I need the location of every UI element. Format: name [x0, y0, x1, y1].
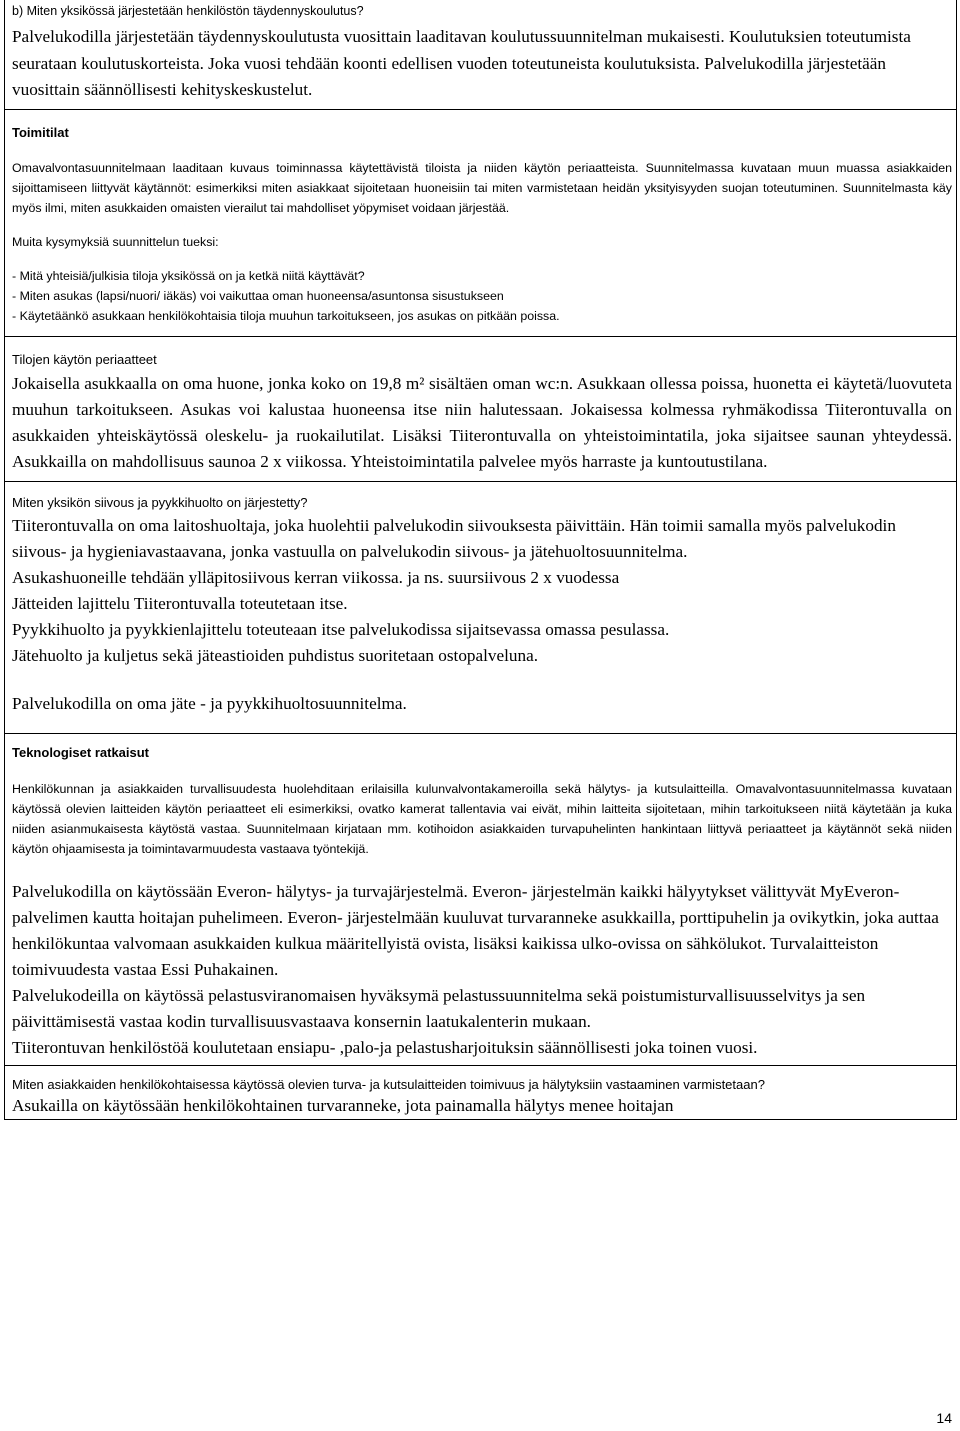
siivous-paragraph-5: Jätehuolto ja kuljetus sekä jäteastioiden puhdistus suoritetaan ostopalveluna.: [12, 645, 539, 665]
toimitilat-question-3: - Käytetäänkö asukkaan henkilökohtaisia tiloja muuhun tarkoitukseen, jos asukas on pitkään poissa.: [12, 308, 560, 323]
turvalaitteet-row: [5, 1066, 956, 1120]
tilojen-kaytto-answer: Jokaisella asukkaalla on oma huone, jonka koko on 19,8 m² sisältäen oman wc:n. Asukkaan ollessa poissa, huonetta ei käytetä/luovuteta muuhun tarkoitukseen. Asukas voi kalustaa huoneensa itse niin halutessaan. Jokaisessa kolmessa ryhmäkodissa Tiiterontuvalla on asukkaiden yhteiskäytössä oleskelu- ja ruokailutilat. Lisäksi Tiiterontuvalla on yhteistoimintatila, joka sijaitsee saunan yhteydessä. Asukkailla on mahdollisuus saunoa 2 x viikossa. Yhteistoimintatila palvelee myös harraste ja kuntoutustilana.: [12, 373, 952, 471]
section-b-row: [5, 0, 956, 110]
toimitilat-question-2: - Miten asukas (lapsi/nuori/ iäkäs) voi vaikuttaa oman huoneensa/asuntonsa sisustukseen: [12, 288, 504, 303]
teknologiset-row: [5, 734, 956, 1066]
siivous-paragraph-2: Asukashuoneille tehdään ylläpitosiivous kerran viikossa. ja ns. suursiivous 2 x vuodessa: [12, 567, 620, 587]
tilojen-kaytto-row: [5, 337, 956, 482]
page-number: 14: [936, 1410, 952, 1426]
teknologiset-paragraph-3: Tiiterontuvan henkilöstöä koulutetaan ensiapu- ,palo-ja pelastusharjoituksin säännöllisesti joka toinen vuosi.: [12, 1037, 758, 1057]
section-b-answer: Palvelukodilla järjestetään täydennyskoulutusta vuosittain laaditavan koulutussuunnitelman mukaisesti. Koulutuksien toteutumista seurataan koulutuskorteista. Joka vuosi tehdään koonti edellisen vuoden toteutuneista koulutuksista. Palvelukodilla järjestetään vuosittain säännöllisesti kehityskeskustelut.: [12, 27, 911, 99]
siivous-closing: Palvelukodilla on oma jäte - ja pyykkihuoltosuunnitelma.: [12, 693, 407, 713]
document-table: [4, 0, 957, 1120]
toimitilat-row: [5, 110, 956, 337]
teknologiset-heading: Teknologiset ratkaisut: [12, 744, 150, 760]
section-b-question: b) Miten yksikössä järjestetään henkilöstön täydennyskoulutus?: [12, 4, 364, 18]
toimitilat-question-1: - Mitä yhteisiä/julkisia tiloja yksikössä on ja ketkä niitä käyttävät?: [12, 268, 365, 283]
siivous-row: [5, 482, 956, 734]
teknologiset-intro: Henkilökunnan ja asiakkaiden turvallisuudesta huolehditaan erilaisilla kulunvalvontakameroilla sekä hälytys- ja kutsulaitteilla. Omavalvontasuunnitelmassa kuvataan käytössä olevien laitteiden käytön periaatteet eli esimerkiksi, ovatko kamerat tallentavia vai eivät, mihin laitteita sijoitetaan, mihin tarkoitukseen niitä käytetään ja kuka niiden asianmukaisesta käytöstä vastaa. Suunnitelmaan kirjataan mm. kotihoidon asiakkaiden turvapuhelinten hankintaan liittyvä periaatteet ja käytännöt sekä niiden käytön ohjaamisesta ja toimintavarmuudesta vastaava työntekijä.: [12, 781, 952, 856]
tilojen-kaytto-label: Tilojen käytön periaatteet: [12, 351, 157, 367]
siivous-paragraph-1: Tiiterontuvalla on oma laitoshuoltaja, joka huolehtii palvelukodin siivouksesta päivittäin. Hän toimii samalla myös palvelukodin siivous- ja hygieniavastaavana, jonka vastuulla on palvelukodin siivous- ja jätehuoltosuunnitelma.: [12, 515, 896, 561]
siivous-paragraph-4: Pyykkihuolto ja pyykkienlajittelu toteuteaan itse palvelukodissa sijaitsevassa omassa pesulassa.: [12, 619, 670, 639]
turvalaitteet-label: Miten asiakkaiden henkilökohtaisessa käytössä olevien turva- ja kutsulaitteiden toimivuus ja hälytyksiin vastaaminen varmistetaan?: [12, 1076, 765, 1092]
siivous-label: Miten yksikön siivous ja pyykkihuolto on järjestetty?: [12, 494, 308, 510]
siivous-paragraph-3: Jätteiden lajittelu Tiiterontuvalla toteutetaan itse.: [12, 593, 348, 613]
teknologiset-paragraph-2: Palvelukodeilla on käytössä pelastusviranomaisen hyväksymä pelastussuunnitelma sekä poistumisturvallisuusselvitys ja sen päivittämisestä vastaa kodin turvallisuusvastaava konsernin laatukalenterin mukaan.: [12, 985, 866, 1031]
toimitilat-support-heading: Muita kysymyksiä suunnittelun tueksi:: [12, 234, 219, 249]
teknologiset-paragraph-1: Palvelukodilla on käytössään Everon- hälytys- ja turvajärjestelmä. Everon- järjestelmän kaikki hälyytykset välittyvät MyEveron- palvelimen kautta hoitajan puhelimeen. Everon- järjestelmään kuuluvat turvaranneke asukkailla, porttipuhelin ja ovikytkin, joka auttaa henkilökuntaa valvomaan asukkaiden kulkua määritellyistä ovista, lisäksi kaikissa ulko-ovissa on sähkölukot. Turvalaitteiston toimivuudesta vastaa Essi Puhakainen.: [12, 881, 939, 979]
toimitilat-intro: Omavalvontasuunnitelmaan laaditaan kuvaus toiminnassa käytettävistä tiloista ja niiden käytön periaatteista. Suunnitelmassa kuvataan muun muassa asiakkaiden sijoittamiseen liittyvät käytännöt: esimerkiksi miten asiakkaat sijoitetaan huoneisiin tai miten varmistetaan heidän yksityisyyden suojan toteutuminen. Suunnitelmasta käy myös ilmi, miten asukkaiden omaisten vierailut tai mahdolliset yöpymiset voidaan järjestää.: [12, 160, 952, 215]
toimitilat-heading: Toimitilat: [12, 124, 69, 140]
turvalaitteet-answer: Asukailla on käytössään henkilökohtainen turvaranneke, jota painamalla hälytys menee hoitajan: [12, 1095, 674, 1115]
